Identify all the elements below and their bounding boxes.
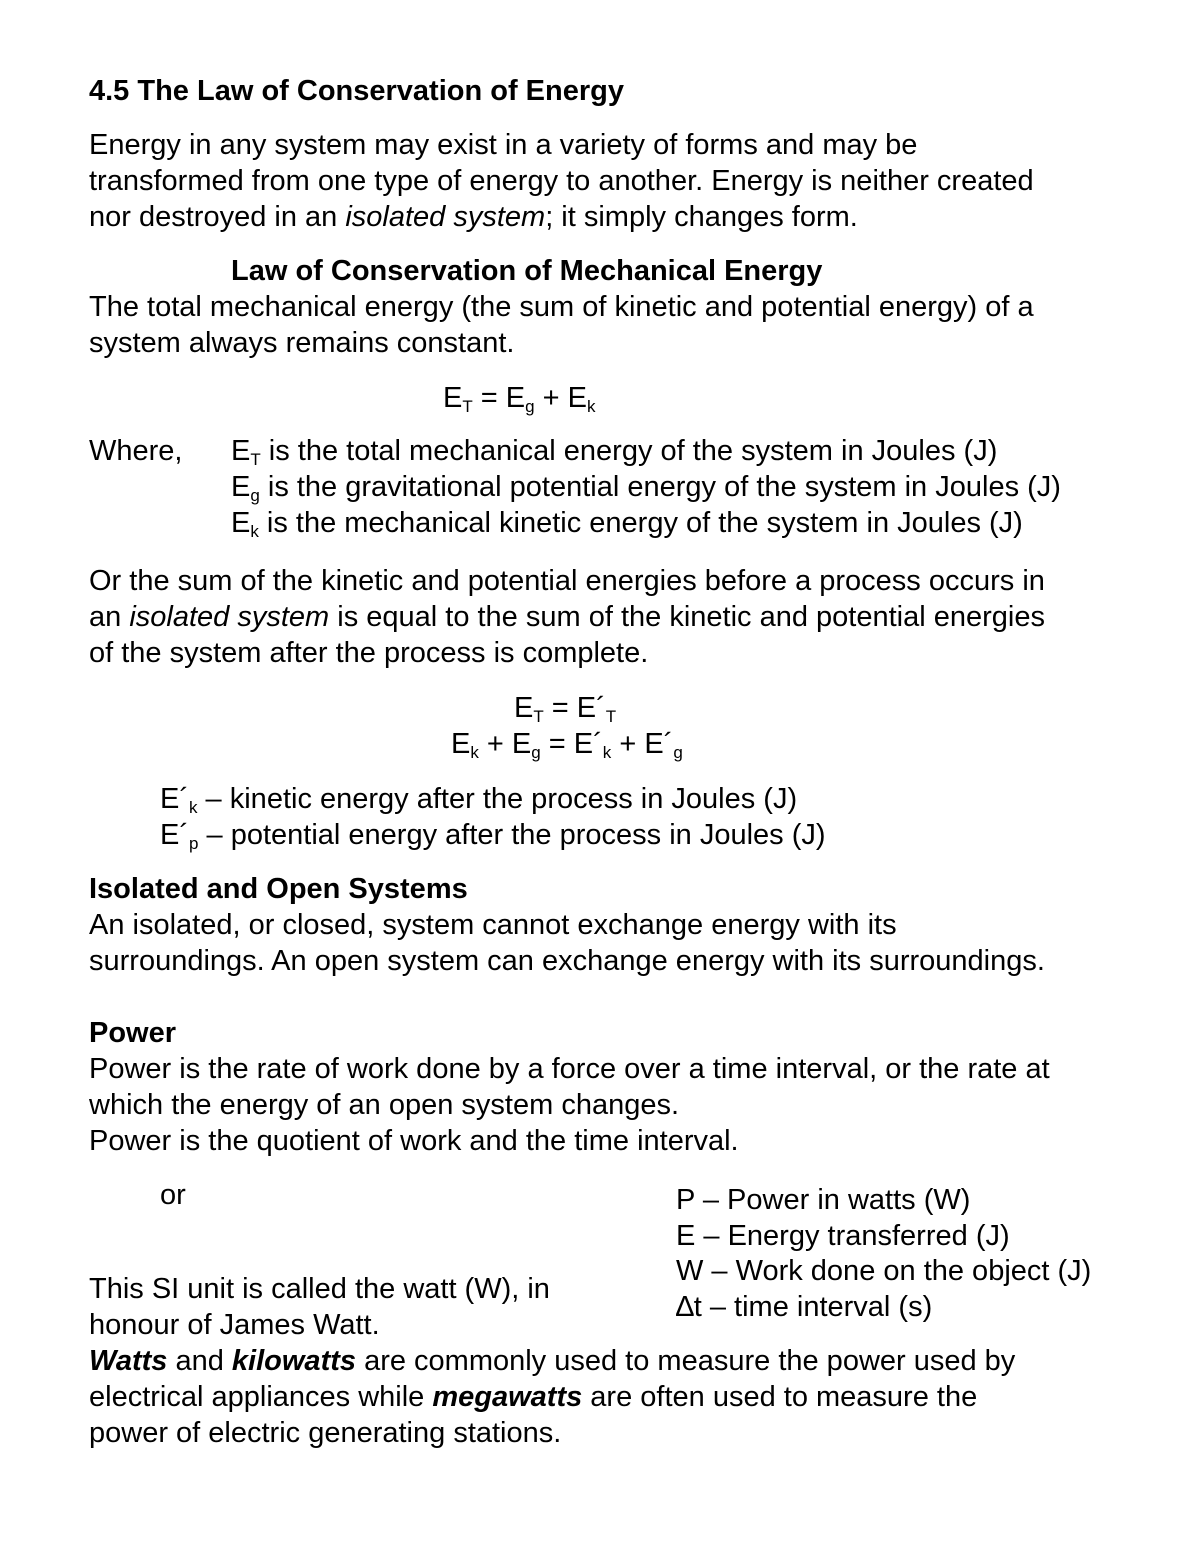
law-heading: Law of Conservation of Mechanical Energy bbox=[231, 255, 823, 287]
power-line: which the energy of an open system changes. bbox=[89, 1089, 680, 1121]
si-unit-line: This SI unit is called the watt (W), in bbox=[89, 1273, 550, 1305]
after-definition-item: $E´_p$ – potential energy after the process in Joules (J) bbox=[160, 819, 826, 853]
legend-item: P – Power in watts (W) bbox=[676, 1184, 971, 1216]
legend-item: E – Energy transferred (J) bbox=[676, 1220, 1010, 1252]
systems-heading: Isolated and Open Systems bbox=[89, 873, 468, 905]
power-line: Power is the quotient of work and the time interval. bbox=[89, 1125, 739, 1157]
systems-line: surroundings. An open system can exchange energy with its surroundings. bbox=[89, 945, 1045, 977]
or-paragraph-line: Or the sum of the kinetic and potential energies before a process occurs in bbox=[89, 565, 1045, 597]
definition-item: $E_k$ is the mechanical kinetic energy of the system in Joules (J) bbox=[231, 507, 1023, 541]
equation-kinetic-potential: $E_k + E_g$ = $E´_k$ + $E´_g$ bbox=[451, 728, 683, 762]
legend-item: ∆t – time interval (s) bbox=[676, 1291, 933, 1323]
after-definition-item: $E´_k$ – kinetic energy after the process in Joules (J) bbox=[160, 783, 798, 817]
legend-item: W – Work done on the object (J) bbox=[676, 1255, 1092, 1287]
systems-line: An isolated, or closed, system cannot exchange energy with its bbox=[89, 909, 897, 941]
closing-line: electrical appliances while megawatts are often used to measure the bbox=[89, 1381, 978, 1413]
equation-total-energy: $E_T = E_g + E_k$ bbox=[443, 382, 596, 416]
section-title: 4.5 The Law of Conservation of Energy bbox=[89, 75, 624, 107]
equation-energy-before-after: $E_T$ = $E´_T$ bbox=[514, 692, 617, 726]
power-line: Power is the rate of work done by a force over a time interval, or the rate at bbox=[89, 1053, 1050, 1085]
law-line: system always remains constant. bbox=[89, 327, 515, 359]
or-label: or bbox=[160, 1179, 186, 1211]
law-line: The total mechanical energy (the sum of kinetic and potential energy) of a bbox=[89, 291, 1034, 323]
closing-line: Watts and kilowatts are commonly used to measure the power used by bbox=[89, 1345, 1016, 1377]
closing-line: power of electric generating stations. bbox=[89, 1417, 562, 1449]
or-paragraph-line: an isolated system is equal to the sum of the kinetic and potential energies bbox=[89, 601, 1045, 633]
intro-line: transformed from one type of energy to another. Energy is neither created bbox=[89, 165, 1034, 197]
intro-line: Energy in any system may exist in a variety of forms and may be bbox=[89, 129, 918, 161]
or-paragraph-line: of the system after the process is complete. bbox=[89, 637, 649, 669]
power-heading: Power bbox=[89, 1017, 177, 1049]
si-unit-line: honour of James Watt. bbox=[89, 1309, 380, 1341]
intro-line: nor destroyed in an isolated system; it simply changes form. bbox=[89, 201, 858, 233]
definition-item: $E_T$ is the total mechanical energy of the system in Joules (J) bbox=[231, 435, 998, 469]
where-label: Where, bbox=[89, 435, 183, 467]
definition-item: $E_g$ is the gravitational potential energy of the system in Joules (J) bbox=[231, 471, 1061, 505]
